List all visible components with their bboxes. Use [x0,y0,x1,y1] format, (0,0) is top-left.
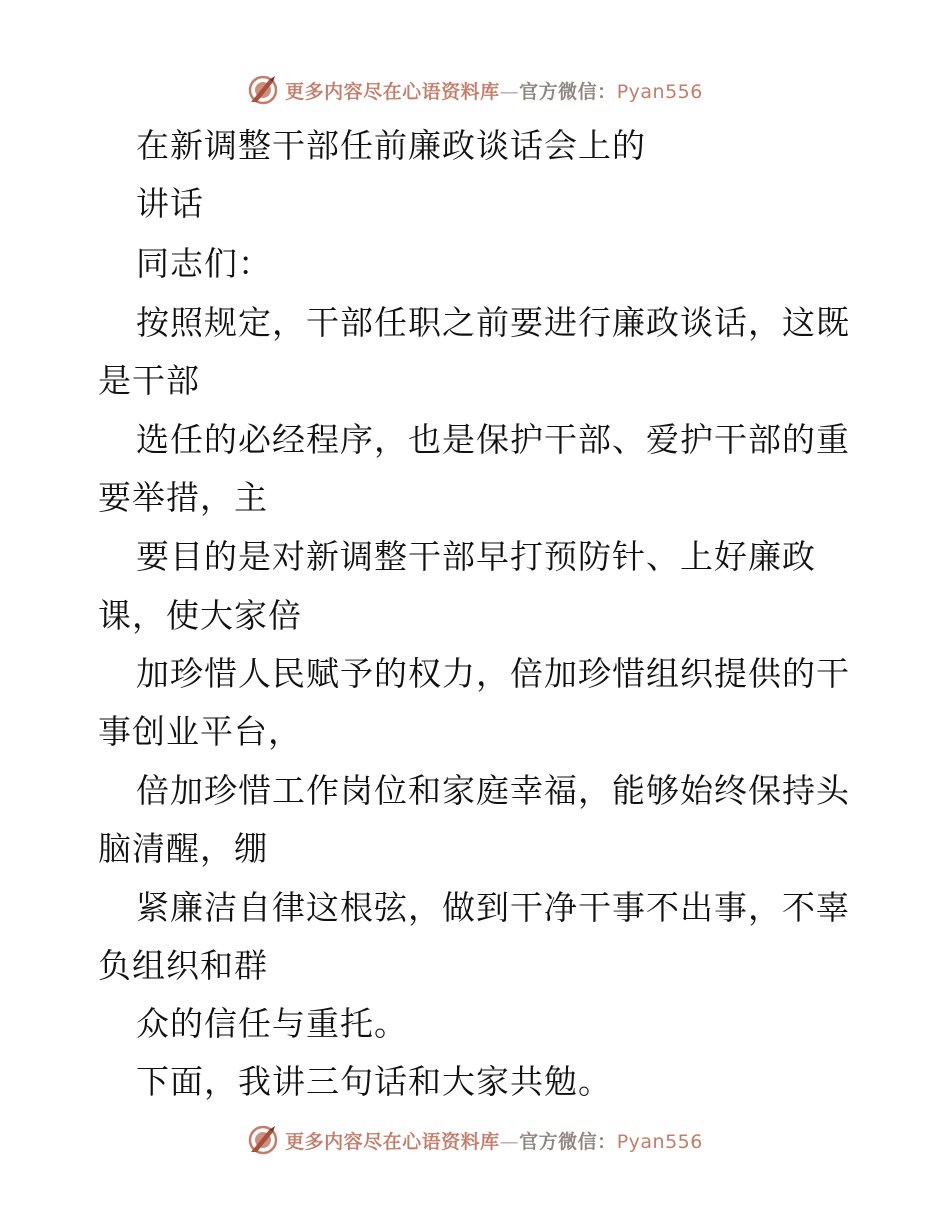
watermark-header [0,72,950,108]
watermark-text [285,77,703,104]
paragraph-line: 倍加珍惜工作岗位和家庭幸福，能够始终保持头 [136,771,850,810]
watermark-title: 更多内容尽在心语资料库 [285,80,500,103]
watermark-title: 更多内容尽在心语资料库 [285,1130,500,1153]
paragraph-line: 事创业平台， [98,712,302,751]
watermark-text [285,1127,703,1154]
watermark-footer [0,1122,950,1158]
watermark-official-label: 官方微信： [519,1130,617,1153]
paragraph-line: 是干部 [98,361,200,400]
quill-logo-icon [247,74,279,106]
paragraph-line: 要目的是对新调整干部早打预防针、上好廉政 [136,537,816,576]
paragraph-line: 按照规定，干部任职之前要进行廉政谈话，这既 [136,303,850,342]
paragraph-line: 下面，我讲三句话和大家共勉。 [136,1062,612,1101]
paragraph-line: 加珍惜人民赋予的权力，倍加珍惜组织提供的干 [136,654,850,693]
paragraph-line: 要举措，主 [98,478,268,517]
paragraph-line: 脑清醒，绷 [98,829,268,868]
watermark-official-label: 官方微信： [519,80,617,103]
doc-salutation: 同志们： [136,244,272,283]
paragraph-line: 课，使大家倍 [98,596,302,635]
paragraph-line: 紧廉洁自律这根弦，做到干净干事不出事，不辜 [136,888,850,927]
doc-title-line-2: 讲话 [136,184,204,223]
watermark-dash: — [499,80,520,103]
paragraph-line: 负组织和群 [98,946,268,985]
quill-logo-icon [247,1124,279,1156]
watermark-dash: — [499,1130,520,1153]
watermark-wechat-id: Pyan556 [616,1130,703,1153]
doc-title-line-1: 在新调整干部任前廉政谈话会上的 [136,126,646,165]
paragraph-line: 众的信任与重托。 [136,1004,408,1043]
watermark-wechat-id: Pyan556 [616,80,703,103]
paragraph-line: 选任的必经程序，也是保护干部、爱护干部的重 [136,420,850,459]
